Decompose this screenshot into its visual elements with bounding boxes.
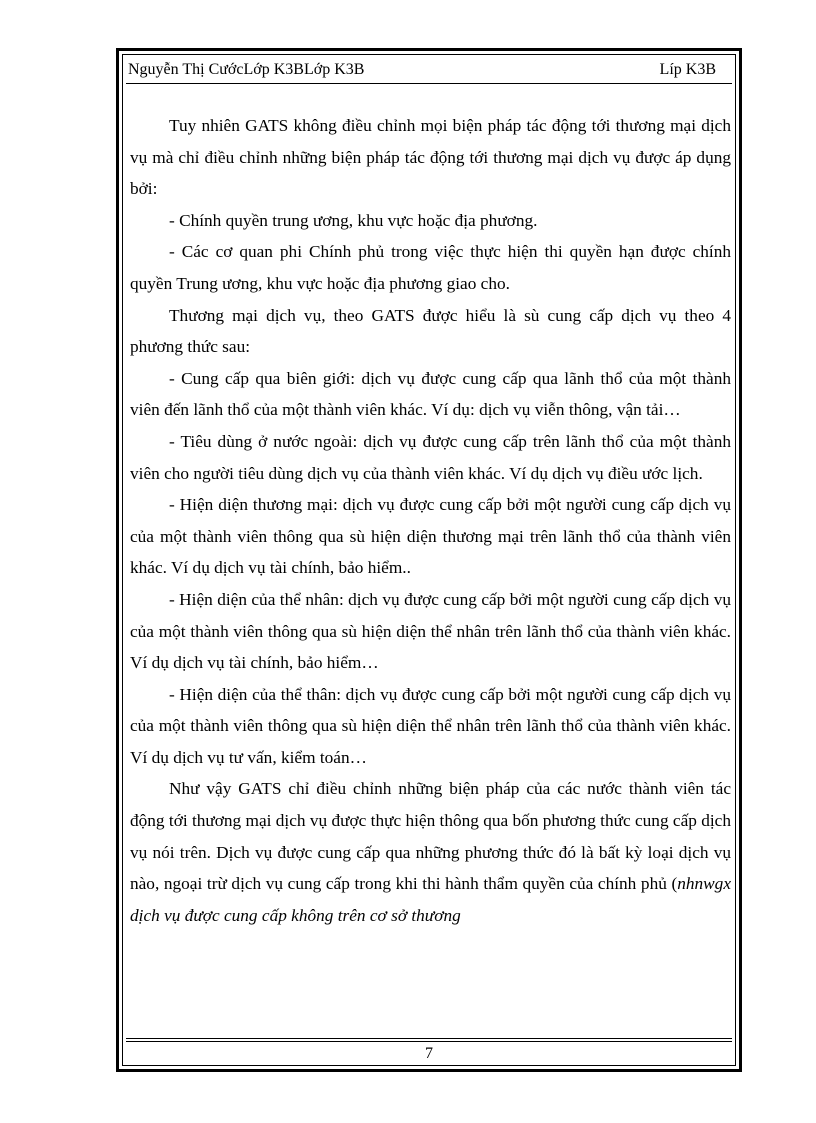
header-class-label: Líp K3B [659, 61, 716, 78]
paragraph: Thương mại dịch vụ, theo GATS được hiểu là sù cung cấp dịch vụ theo 4 phương thức sau: [130, 305, 731, 357]
paragraph-last-text: Như vậy GATS chỉ điều chỉnh những biện pháp của các nước thành viên tác động tới thương mại dịch vụ được thực hiện thông qua bốn phương thức cung cấp dịch vụ nói trên. Dịch vụ được cung cấp qua những phương thức đó là bất kỳ loại dịch vụ nào, ngoại trừ dịch vụ cung cấp trong khi thi hành thẩm quyền của chính phủ ( [130, 779, 731, 894]
header-divider [126, 83, 732, 84]
paragraph: Tuy nhiên GATS không điều chỉnh mọi biện pháp tác động tới thương mại dịch vụ mà chỉ điều chỉnh những biện pháp tác động tới thương mại dịch vụ được áp dụng bởi: [130, 116, 731, 199]
paragraph: - Hiện diện của thể nhân: dịch vụ được cung cấp bởi một người cung cấp dịch vụ của một thành viên thông qua sù hiện diện thể nhân trên lãnh thổ của thành viên khác. Ví dụ dịch vụ tài chính, bảo hiểm… [130, 589, 731, 673]
paragraph: - Cung cấp qua biên giới: dịch vụ được cung cấp qua lãnh thổ của một thành viên đến lãnh thổ của một thành viên khác. Ví dụ: dịch vụ viễn thông, vận tải… [130, 368, 731, 420]
footer-divider-bottom [126, 1041, 732, 1042]
paragraph: - Tiêu dùng ở nước ngoài: dịch vụ được cung cấp trên lãnh thổ của một thành viên cho người tiêu dùng dịch vụ của thành viên khác. Ví dụ dịch vụ điều ước lịch. [130, 431, 731, 483]
footer-divider-top [126, 1038, 732, 1039]
document-body [130, 110, 731, 1032]
paragraph: - Hiện diện của thể thân: dịch vụ được cung cấp bởi một người cung cấp dịch vụ của một thành viên thông qua sù hiện diện thể nhân trên lãnh thổ của thành viên khác. Ví dụ dịch vụ tư vấn, kiểm toán… [130, 684, 731, 767]
paragraph-last-italic: nhnwgx dịch vụ được cung cấp không trên cơ sở thương [130, 874, 731, 925]
paragraph-last [130, 773, 731, 931]
header-author-class: Nguyễn Thị CướcLớp K3BLớp K3B [128, 61, 365, 78]
paragraph: - Các cơ quan phi Chính phủ trong việc thực hiện thi quyền hạn được chính quyền Trung ương, khu vực hoặc địa phương giao cho. [130, 242, 731, 293]
paragraph: - Chính quyền trung ương, khu vực hoặc địa phương. [169, 210, 538, 230]
page-header [126, 58, 732, 82]
paragraph: - Hiện diện thương mại: dịch vụ được cung cấp bởi một người cung cấp dịch vụ của một thành viên thông qua sù hiện diện thương mại trên lãnh thổ của thành viên khác. Ví dụ dịch vụ tài chính, bảo hiểm.. [130, 495, 731, 578]
page-number: 7 [425, 1045, 433, 1062]
